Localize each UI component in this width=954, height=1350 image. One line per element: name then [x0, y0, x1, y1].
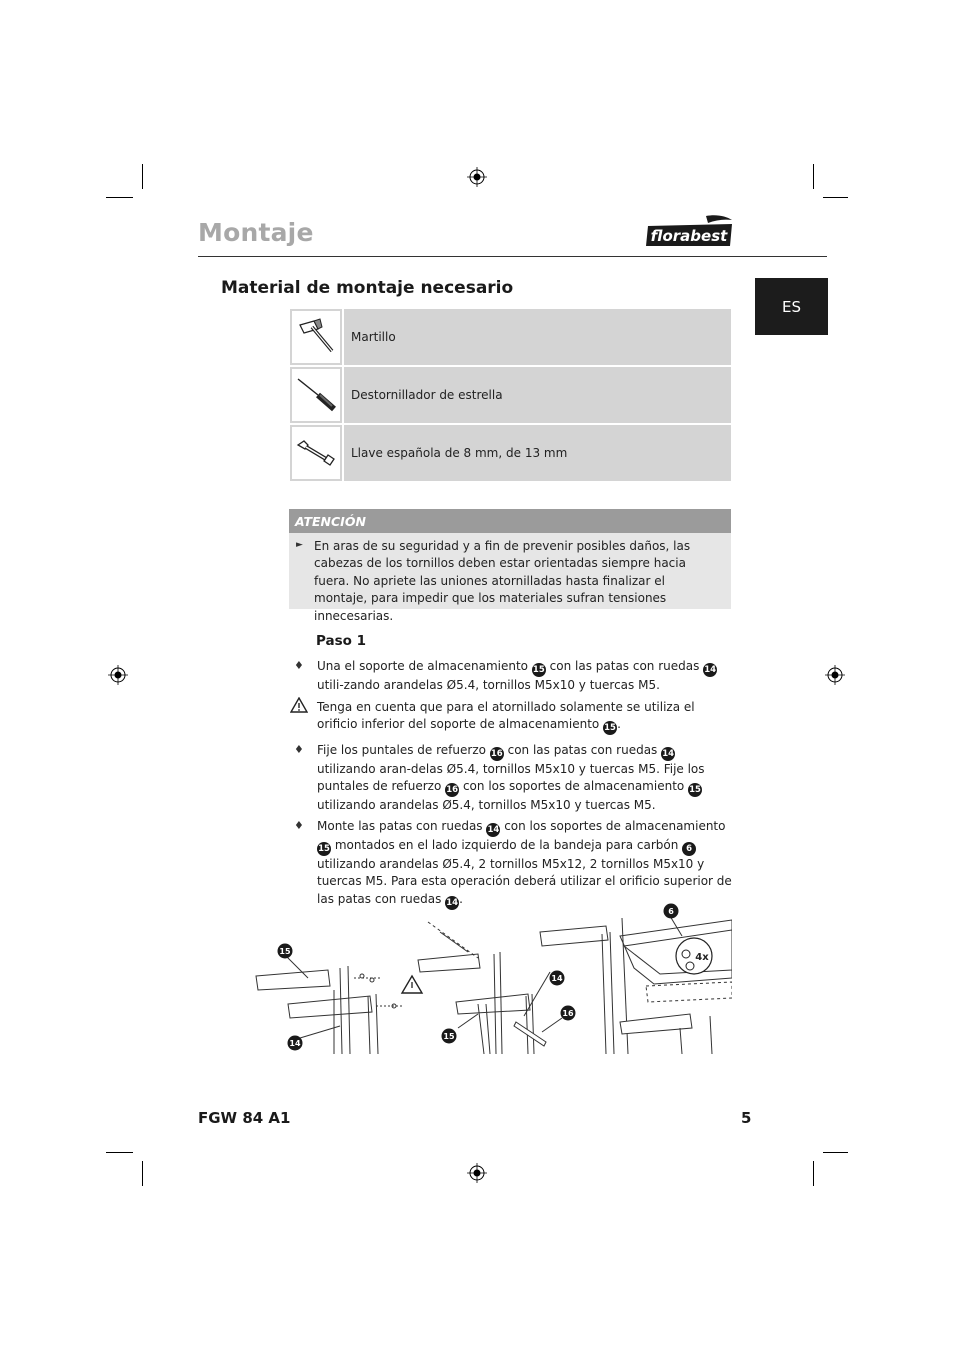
part-number-badge: 6: [682, 842, 696, 856]
figure-callout: 14: [289, 1039, 301, 1048]
figure-callout: 15: [443, 1032, 455, 1041]
brand-name: florabest: [650, 227, 728, 245]
page-title: Montaje: [198, 218, 314, 247]
assembly-illustration: [250, 898, 732, 1058]
attention-box: [289, 509, 731, 623]
registration-mark-icon: [467, 167, 487, 187]
part-number-badge: 15: [318, 844, 330, 854]
diamond-bullet-icon: ♦: [294, 819, 304, 832]
crop-mark: [823, 197, 848, 198]
step-instruction: Una el soporte de almacenamiento 15 con las patas con ruedas 14 utili-zando arandelas Ø5.4, tornillos M5x10 y tuercas M5.: [317, 659, 717, 692]
language-tab: ES: [755, 278, 828, 335]
figure-callout: 15: [279, 947, 291, 956]
tools-table: [290, 309, 731, 483]
section-title: Material de montaje necesario: [221, 278, 514, 298]
part-number-badge: 14: [704, 665, 717, 675]
tool-row: [290, 309, 731, 365]
crop-mark: [106, 1152, 133, 1153]
part-number-badge: 15: [532, 665, 545, 675]
registration-mark-icon: [108, 665, 128, 685]
tool-label: Destornillador de estrella: [342, 367, 731, 423]
arrow-bullet-icon: ►: [296, 540, 303, 550]
figure-callout: 4x: [695, 952, 709, 963]
page-number: 5: [741, 1109, 752, 1127]
step-instruction: Fije los puntales de refuerzo 16 con las patas con ruedas 14 utilizando aran-delas Ø5.4, tornillos M5x10 y tuercas M5. Fije los puntales de refuerzo 16 con los soportes de almacenamiento 15 utilizando arandelas Ø5.4, tornillos M5x10 y tuercas M5.: [317, 743, 705, 813]
crop-mark: [142, 164, 143, 189]
crop-mark: [142, 1161, 143, 1186]
step-note: Tenga en cuenta que para el atornillado solamente se utiliza el orificio inferior del soporte de almacenamiento 15.: [317, 700, 695, 734]
model-number: FGW 84 A1: [198, 1109, 291, 1127]
wrench-icon: [290, 425, 342, 481]
figure-callout: 16: [562, 1009, 574, 1018]
part-number-badge: 15: [604, 723, 616, 734]
figure-callout: 6: [668, 907, 674, 916]
brand-logo: [646, 214, 734, 248]
step-title: Paso 1: [316, 633, 367, 649]
tool-label: Llave española de 8 mm, de 13 mm: [342, 425, 731, 481]
registration-mark-icon: [467, 1163, 487, 1183]
crop-mark: [823, 1152, 848, 1153]
part-number-badge: 15: [689, 785, 701, 796]
part-number-badge: 14: [662, 749, 675, 759]
screwdriver-icon: [290, 367, 342, 423]
part-number-badge: 16: [490, 749, 503, 759]
diamond-bullet-icon: ♦: [294, 659, 304, 672]
crop-mark: [813, 1161, 814, 1186]
hammer-icon: [290, 309, 342, 365]
attention-text: En aras de su seguridad y a fin de prevenir posibles daños, las cabezas de los tornillos deben estar orientadas siempre hacia fuera. No apriete las uniones atornilladas hasta finalizar el montaje, para impedir que los materiales sufran tensiones innecesarias.: [314, 539, 691, 623]
registration-mark-icon: [825, 665, 845, 685]
tool-row: [290, 367, 731, 423]
crop-mark: [813, 164, 814, 189]
part-number-badge: 14: [446, 897, 459, 908]
tool-row: [290, 425, 731, 481]
warning-triangle-icon: [290, 697, 308, 713]
tool-label: Martillo: [342, 309, 731, 365]
attention-heading: ATENCIÓN: [289, 509, 731, 533]
step-instruction: Monte las patas con ruedas 14 con los soportes de almacenamiento 15 montados en el lado izquierdo de la bandeja para carbón 6 utilizando arandelas Ø5.4, 2 tornillos M5x12, 2 tornillos M5x10 y tuercas M5. Para esta operación deberá utilizar el orificio superior de las patas con ruedas 14.: [317, 819, 732, 908]
part-number-badge: 14: [487, 825, 500, 835]
part-number-badge: 16: [446, 785, 459, 796]
crop-mark: [106, 197, 133, 198]
header-divider: [198, 256, 827, 257]
diamond-bullet-icon: ♦: [294, 743, 304, 756]
figure-callout: 14: [551, 974, 563, 983]
